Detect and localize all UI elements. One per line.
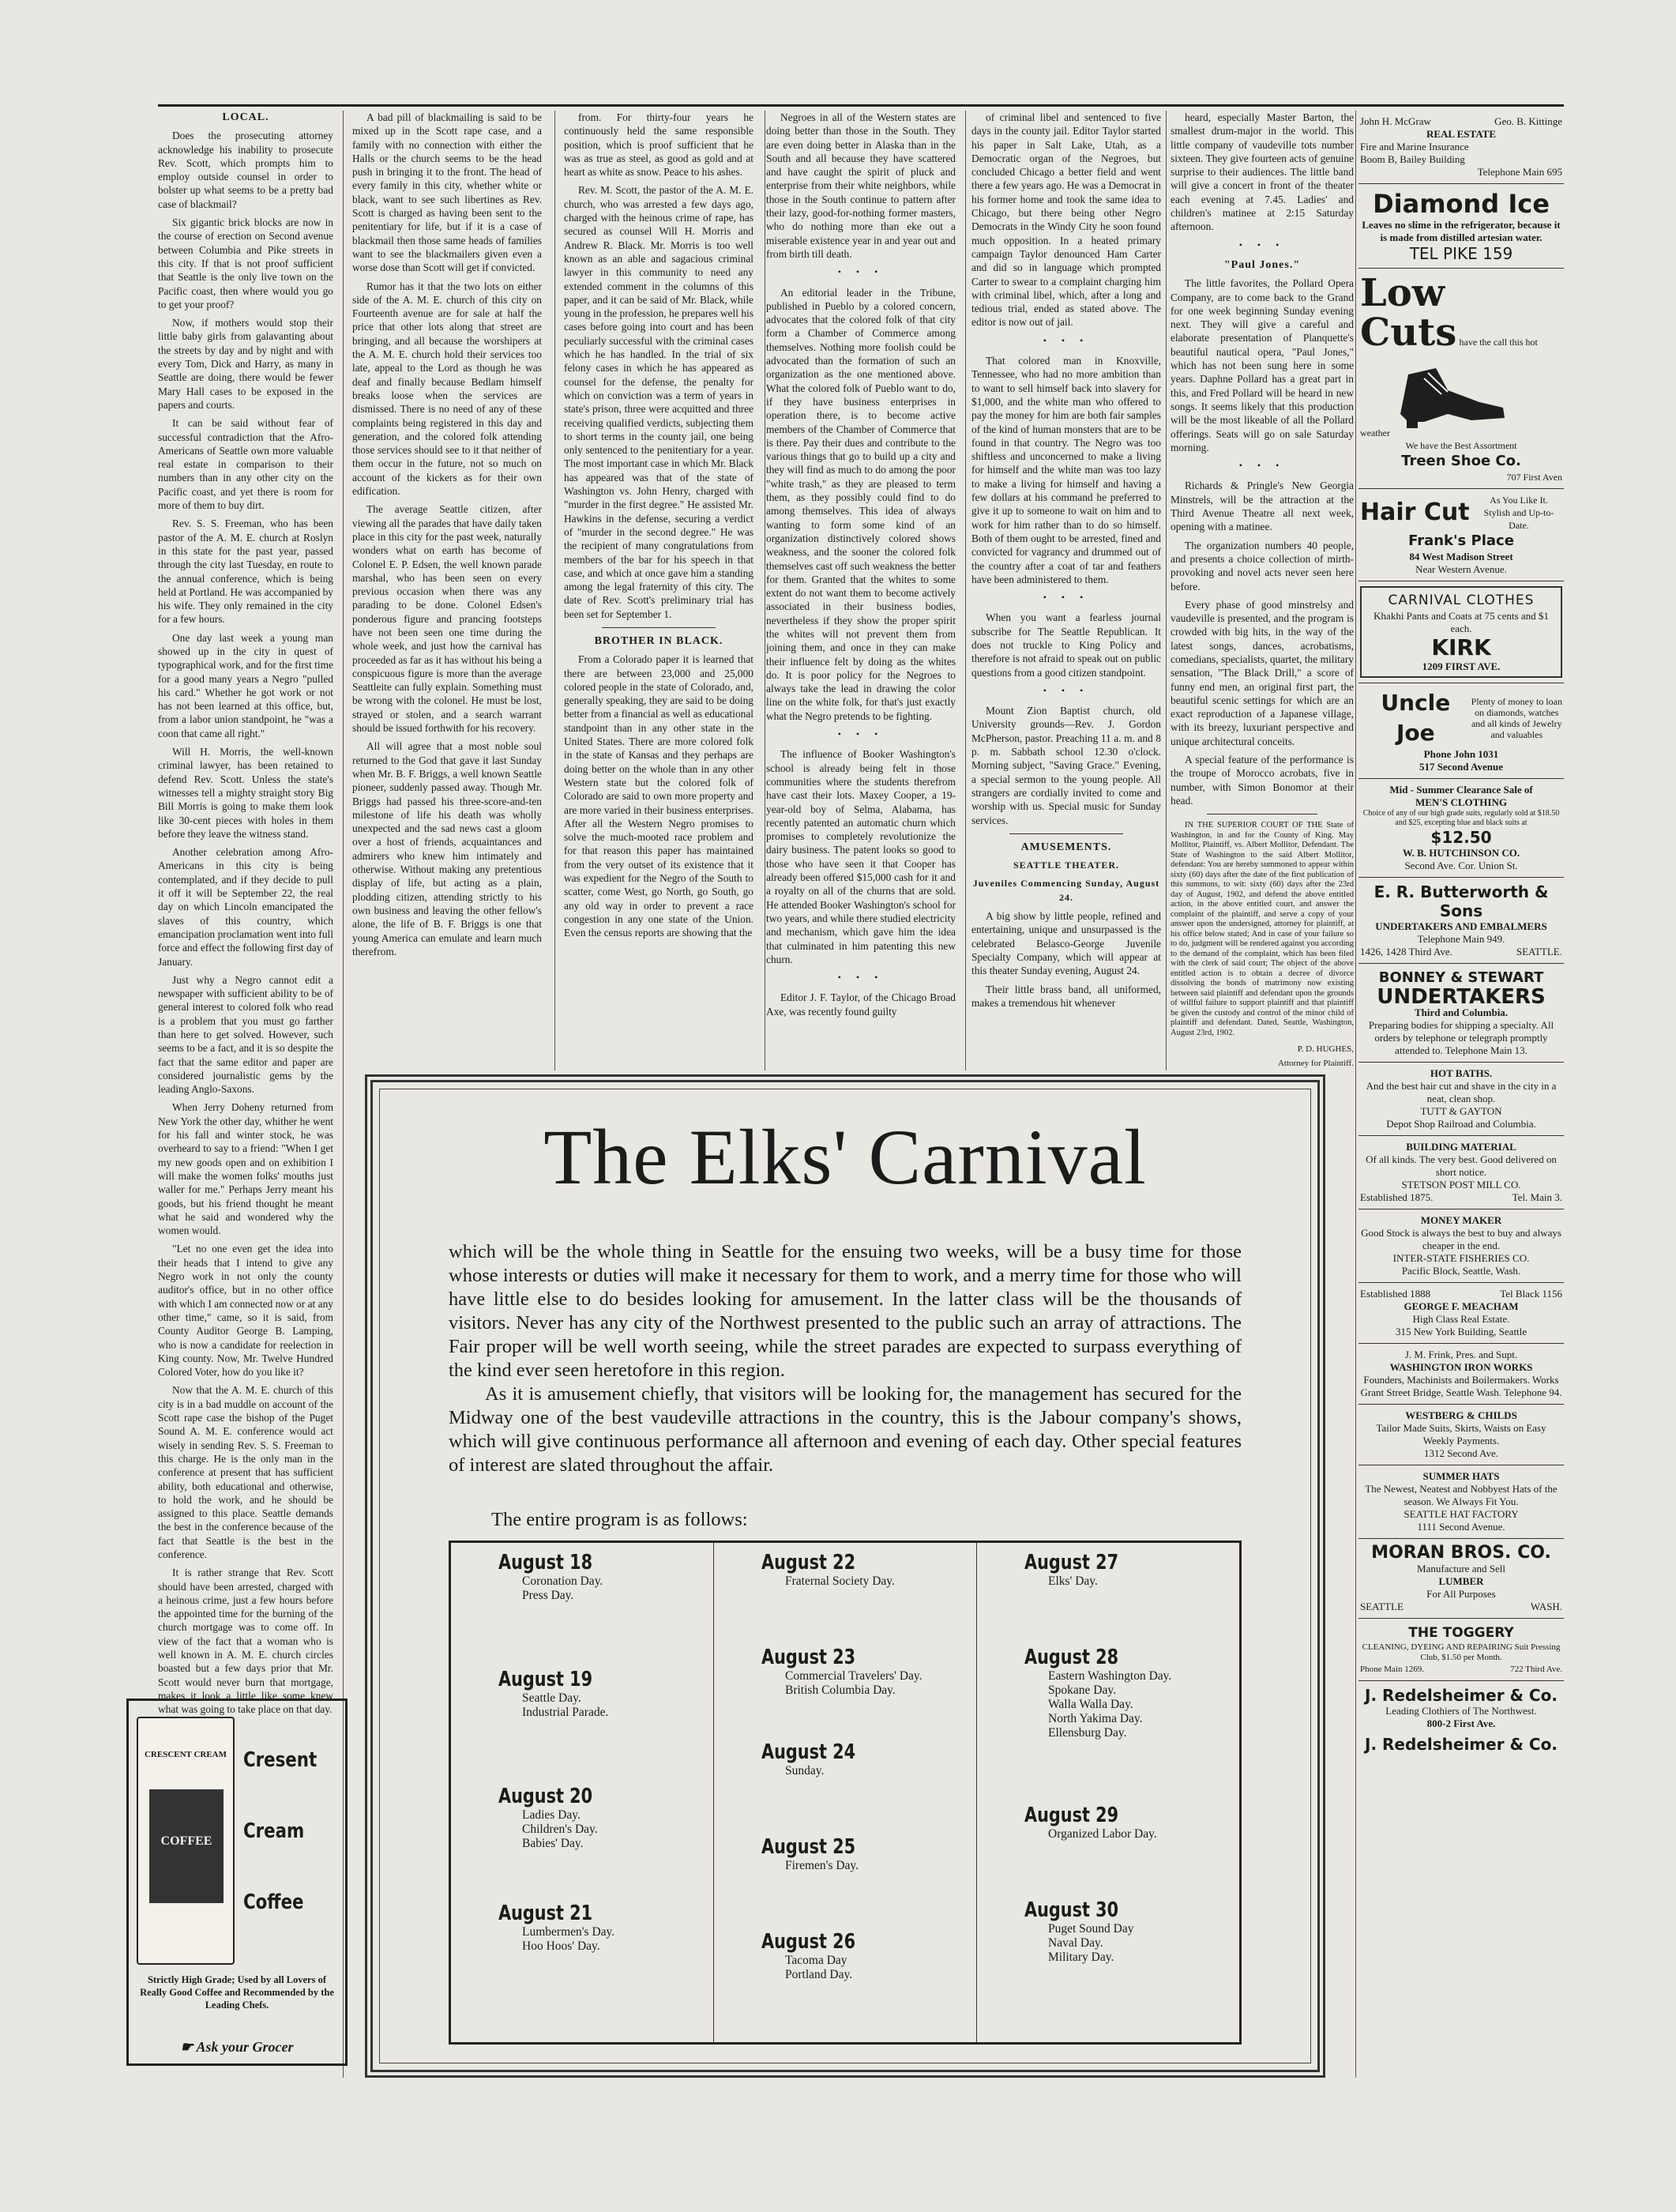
ads-column <box>1358 111 1564 1759</box>
bonney-address: Third and Columbia. <box>1414 1006 1509 1018</box>
ad-hair-cut <box>1358 489 1564 581</box>
schedule-date: August 26 <box>761 1930 856 1954</box>
schedule-day <box>498 1668 713 1785</box>
ice-title: Diamond Ice <box>1373 189 1550 219</box>
ad-moran-bros <box>1358 1539 1564 1619</box>
bonney-text: Preparing bodies for shipping a specialty. All orders by telephone or telegraph promptly attended to. Telephone Main 13. <box>1368 1019 1554 1056</box>
schedule-event: Press Day. <box>522 1589 574 1602</box>
money-title: MONEY MAKER <box>1420 1214 1502 1226</box>
schedule-event: Commercial Travelers' Day. <box>785 1669 923 1683</box>
article-paragraph: Their little brass band, all uniformed, makes a tremendous hit whenever <box>971 983 1161 1009</box>
kittinge-name: Geo. B. Kittinge <box>1494 115 1562 127</box>
article-paragraph: When you want a fearless journal subscribe for The Seattle Republican. It does not truckle to King Policy and therefore is not afraid to speak out on public questions from a good citizen standpoint. <box>971 611 1161 679</box>
butter-subtitle: UNDERTAKERS AND EMBALMERS <box>1375 920 1547 932</box>
schedule-date: August 20 <box>498 1785 593 1808</box>
article-paragraph: Editor J. F. Taylor, of the Chicago Broad Axe, was recently found guilty <box>766 991 956 1018</box>
moran-text-2: For All Purposes <box>1426 1588 1496 1600</box>
butter-title: E. R. Butterworth & Sons <box>1373 882 1549 920</box>
cuts-address: 707 First Aven <box>1506 472 1562 483</box>
redel-text: Leading Clothiers of The Northwest. <box>1385 1705 1537 1717</box>
section-separator: • • • <box>1238 239 1286 250</box>
redel-title-2: J. Redelsheimer & Co. <box>1365 1735 1558 1754</box>
column-rule <box>1355 111 1356 2078</box>
ad-redelsheimer <box>1358 1681 1564 1759</box>
schedule-date: August 21 <box>498 1902 593 1925</box>
amusements-heading: AMUSEMENTS. <box>1020 841 1112 853</box>
ad-building-material <box>1358 1136 1564 1209</box>
divider <box>1009 833 1123 834</box>
schedule-day <box>761 1551 976 1646</box>
schedule-day <box>1024 1646 1239 1804</box>
money-text: Good Stock is always the best to buy and always cheaper in the end. <box>1361 1227 1561 1251</box>
article-paragraph: It can be said without fear of successful contradiction that the Afro-Americans of Seattle own more valuable real estate in comparison to their numbers than in any other city on the Pacific coast, and yet there is room for more of them to buy dirt. <box>158 417 333 512</box>
bonney-title-1: BONNEY & STEWART <box>1378 969 1544 986</box>
schedule-date: August 19 <box>498 1668 593 1691</box>
column-rule <box>1166 111 1167 1070</box>
west-address: 1312 Second Ave. <box>1424 1447 1498 1459</box>
coffee-word-1: Cresent <box>243 1748 318 1772</box>
coffee-word-3: Coffee <box>243 1890 304 1914</box>
schedule-event: Walla Walla Day. <box>1048 1698 1133 1711</box>
ad-kirk-carnival-clothes <box>1358 581 1564 683</box>
article-paragraph: That colored man in Knoxville, Tennessee, who had no more ambition than to want to sell himself back into slavery for $1,000, and the white man who offered to pay the money for him are both fair samples of the kind of human monsters that are to be found in that country. The Negro was too shiftless and unconcerned to make a living for himself and the white man was too lazy to make a living for himself and having a few dollars at his command he preferred to give it up to someone to wait on him and to work for him rather than to do so himself. Both of them ought to be arrested, fined and convicted for vagrancy and drummed out of the country after a coat of tar and feathers have been administered to them. <box>971 355 1161 585</box>
paul-jones-heading: "Paul Jones." <box>1223 258 1301 271</box>
ad-westberg-childs <box>1358 1405 1564 1465</box>
iron-president: J. M. Frink, Pres. and Supt. <box>1404 1349 1518 1360</box>
article-paragraph: A bad pill of blackmailing is said to be mixed up in the Scott rape case, and a family with no connection with either the Halls or the church seems to be the head push in bringing it to the front. The head of every family in this city, whether white or black, want to see such libertines as Rev. Scott is charged as having been sent to the penitentiary for life, but if it is a case of blackmail then those same heads of families want to see the blackmailers given even a worse dose than Scott will get if convicted. <box>352 111 542 274</box>
column-rule <box>554 111 555 1070</box>
schedule-column <box>714 1543 977 2042</box>
moran-title: MORAN BROS. CO. <box>1371 1543 1551 1563</box>
schedule-event: British Columbia Day. <box>785 1683 896 1697</box>
article-paragraph: Rev. M. Scott, the pastor of the A. M. E. church, who was arrested a few days ago, charged with the heinous crime of rape, has secured as counsel Will H. Morris and Andrew R. Black. Mr. Morris is too well known as an able and sagacious criminal lawyer in this community to need any extended comment in the columns of this paper, and it can be said of Mr. Black, while young in the profession, he prepares well his cases before going into court and has been peculiarly successful with the criminal cases which he has handled. In the trial of six felony cases in which he has appeared as counsel for the defense, the penalty for which on conviction was a term of years in state's prison, three were acquitted and three receiving qualified verdicts, subjecting them to short terms in the county jail, one being only sentenced to the penitentiary for a year. The most important case in which Mr. Black has appeared was that of the state of Washington vs. John Henry, charged with "murder in the first degree." He assisted Mr. Hawkins in the defense, securing a verdict of "murder in the second degree." He was the recipient of many congratulations from members of the bar for his speech in that case, and which at once gave him a standing among the legal fraternity of this city. The date of Rev. Scott's preliminary trial has been set for September 1. <box>564 184 753 620</box>
column-4 <box>766 111 956 1070</box>
build-text: Of all kinds. The very best. Good delivered on short notice. <box>1366 1153 1557 1178</box>
schedule-event: Elks' Day. <box>1048 1574 1098 1588</box>
baths-title: HOT BATHS. <box>1430 1067 1493 1079</box>
west-name: WESTBERG & CHILDS <box>1405 1409 1517 1421</box>
kirk-title: CARNIVAL CLOTHES <box>1388 592 1535 608</box>
schedule-column <box>977 1543 1239 2042</box>
togg-phone: Phone Main 1269. <box>1360 1665 1424 1674</box>
schedule-event: Babies' Day. <box>522 1837 584 1850</box>
schedule-day <box>1024 1804 1239 1898</box>
schedule-date: August 18 <box>498 1551 593 1574</box>
mcgraw-phone: Telephone Main 695 <box>1477 166 1562 178</box>
butter-address: 1426, 1428 Third Ave. <box>1360 946 1452 957</box>
schedule-date: August 24 <box>761 1740 856 1764</box>
hutch-name: W. B. HUTCHINSON CO. <box>1402 847 1520 859</box>
column-2 <box>352 111 542 1070</box>
hair-title: Hair Cut <box>1360 498 1470 526</box>
article-paragraph: Six gigantic brick blocks are now in the course of erection on Second avenue between Columbia and Pike streets in this city. If that is not proof sufficient that Seattle is the only live town on the Pacific coast, then where would you go to get your proof? <box>158 216 333 310</box>
section-separator: • • • <box>1238 460 1286 472</box>
article-paragraph: Now, if mothers would stop their little baby girls from galavanting about the streets by day and by night and with every Tom, Dick and Harry, as many in Seattle are doing, there would be fewer Mary Hall cases to be exposed in the papers and courts. <box>158 317 333 411</box>
ad-bonney-stewart <box>1358 964 1564 1063</box>
schedule-event: Lumbermen's Day. <box>522 1925 615 1939</box>
schedule-event: Ellensburg Day. <box>1048 1726 1127 1740</box>
top-rule <box>158 104 1564 107</box>
carnival-body <box>449 1240 1242 1477</box>
can-top-text: CRESCENT CREAM <box>144 1750 227 1759</box>
shoe-icon <box>1392 359 1511 430</box>
pointing-hand-icon: ☛ <box>180 2039 197 2055</box>
article-paragraph: The organization numbers 40 people, and presents a choice collection of mirth-provoking and novel acts never seen here before. <box>1171 539 1354 592</box>
carnival-schedule <box>449 1540 1242 2045</box>
article-paragraph: A special feature of the performance is the troupe of Morocco acrobats, five in number, with Simon Bonomor at their head. <box>1171 754 1354 807</box>
section-separator: • • • <box>837 728 885 740</box>
article-paragraph: From a Colorado paper it is learned that there are between 23,000 and 25,000 colored people in the state of Colorado, and, generally speaking, they are said to be doing better from a financial as well as educational standpoint than in any other state in the United States. There are more colored folk in the state of Kansas and they perhaps are doing better on the whole than in any other Western state but the colored folk of Colorado are said to own more property and are more varied in their business enterprises. After all the Western Negro promises to solve the much-mooted race problem and for that reason this paper has maintained from the very outset of its existence that it was expedient for the Negro of the South to scatter, come West, go North, go South, go any old way in order to prevent a race congestion in any one state of the Union. Even the census reports are showing that the <box>564 653 753 939</box>
schedule-event: Seattle Day. <box>522 1691 581 1705</box>
schedule-day <box>498 1902 713 2018</box>
carnival-paragraph-1: which will be the whole thing in Seattle for the ensuing two weeks, will be a busy time for those whose interests or duties will make it necessary for them to work, and a merry time for those who will have little else to do besides looking for amusement. In the latter class will be the thousands of visitors. Never has any city of the Northwest presented to the public such an array of attractions. The Fair proper will be well worth seeing, while the street parades are expected to surpass everything of the kind ever seen heretofore in this region. <box>449 1241 1242 1381</box>
schedule-event: Eastern Washington Day. <box>1048 1669 1172 1683</box>
article-paragraph: An editorial leader in the Tribune, published in Pueblo by a colored concern, advocates that the colored folk of that city form a Chamber of Commerce among themselves. Nothing more foolish could be advocated than the formation of such an organization as the one mentioned above. What the colored folk of Pueblo want to do, if they have business enterprises in operation there, is to become active members of the Chamber of Commerce that is there. Pay their dues and contribute to the various things that go to build up a city and they will find as much to do among the poor "white trash," as they are pleased to term them, as they possibly could find to do among themselves. This idea of always wanting to form some kind of an organization distinctively colored shows weakness, and the sooner the colored folk themselves cast off such weakness the better for them. Granted that the whites to some extent do not want them to become actively associated in their business bodies, nevertheless if they show the proper spirit the whites will not prevent them from joining them, and once in they can make their influence felt by doing as the whites do. It is poor policy for the Negroes to always take the lead in drawing the color line on the white folk, for that's just exactly what the Negro pretends to be fighting. <box>766 286 956 722</box>
schedule-event: Ladies Day. <box>522 1808 581 1822</box>
moran-text: Manufacture and Sell <box>1417 1563 1505 1574</box>
joe-title: Uncle Joe <box>1381 690 1451 746</box>
hutch-text: Choice of any of our high grade suits, regularly sold at $18.50 and $25, excepting blue and black suits at <box>1362 809 1560 827</box>
schedule-event: Puget Sound Day <box>1048 1922 1134 1936</box>
ad-mcgraw-real-estate <box>1358 111 1564 184</box>
butter-phone: Telephone Main 949. <box>1417 933 1505 945</box>
moran-lumber: LUMBER <box>1438 1575 1484 1587</box>
ice-phone: TEL PIKE 159 <box>1409 244 1513 263</box>
cuts-title-1: Low <box>1360 271 1445 315</box>
butter-city: SEATTLE. <box>1516 946 1562 957</box>
hats-address: 1111 Second Avenue. <box>1417 1521 1505 1533</box>
ad-summer-hats <box>1358 1465 1564 1539</box>
article-paragraph: All will agree that a most noble soul returned to the God that gave it last Sunday when Mr. B. F. Briggs, a well known Seattle pioneer, suddenly passed away. Though Mr. Briggs had passed his three-score-and-ten milestone of life his death was wholly unexpected and the sad news cast a gloom over a host of friends, acquaintances and admirers who knew him intimately and otherwise. Without making any pretentious display of life, but acting as a plain, plodding citizen, attending strictly to his own business and leaving the other fellow's alone, the life of B. F. Briggs is one that young America can emulate and learn much therefrom. <box>352 740 542 957</box>
brother-in-black-heading: BROTHER IN BLACK. <box>594 634 723 647</box>
schedule-date: August 30 <box>1024 1898 1119 1922</box>
baths-text: And the best hair cut and shave in the city in a neat, clean shop. <box>1366 1080 1557 1104</box>
article-paragraph: The average Seattle citizen, after viewing all the parades that have daily taken place in this city for the past week, naturally wonders what on earth has become of Colonel E. P. Edsen, the well known parade marshal, who has been seen on every previous occasion when there was any parading to be done. Colonel Edsen's ponderous figure and prancing footsteps have not been seen one time during the whole week, and just how the carnival has proceeded as far as it has without his being a conspicuous figure is more than the average Seattleite can fully explain. Something must be wrong with the colonel. He must be lost, strayed or stolen, and a search warrant should be issued forthwith for his recovery. <box>352 503 542 735</box>
section-separator: • • • <box>1043 334 1090 346</box>
baths-name: TUTT & GAYTON <box>1420 1105 1502 1117</box>
hutch-address: Second Ave. Cor. Union St. <box>1404 860 1518 871</box>
legal-notice: IN THE SUPERIOR COURT OF THE State of Washington, in and for the County of King. May Mollitor, Plaintiff, vs. Albert Mollitor, Defendant. The State of Washington to the said Albert Mollitor, defendant: You are hereby summoned to appear within sixty (60) days after the date of the first publication of this summons, to wit: sixty (60) days after the 23rd day of August, 1902, and defend the above entitled action, in the above entitled court, and answer the complaint of the plaintiff, and serve a copy of your answer upon the undersigned, attorney for plaintiff, at his office below stated; And in case of your failure so to do, judgment will be rendered against you according to the demand of the complaint, which has been filed with the clerk of said court; The object of the above entitled action is to obtain a decree of divorce dissolving the bonds of matrimony now existing between said plaintiff and defendant upon the grounds of willful failure to support plaintiff and that plaintiff be given the custody and control of the minor child of plaintiff and defendant. Dated, Seattle, Washington, August 23rd, 1902. <box>1171 821 1354 1037</box>
meach-name: GEORGE F. MEACHAM <box>1404 1300 1519 1312</box>
schedule-date: August 22 <box>761 1551 856 1574</box>
schedule-day <box>1024 1551 1239 1646</box>
schedule-day <box>761 1646 976 1740</box>
meach-address: 315 New York Building, Seattle <box>1395 1326 1528 1337</box>
redel-address: 800-2 First Ave. <box>1426 1717 1496 1729</box>
hats-name: SEATTLE HAT FACTORY <box>1404 1508 1519 1520</box>
schedule-column <box>451 1543 714 2042</box>
meach-text: High Class Real Estate. <box>1412 1313 1510 1325</box>
elks-carnival-advertisement <box>365 1074 1325 2078</box>
togg-address: 722 Third Ave. <box>1510 1665 1562 1674</box>
program-intro: The entire program is as follows: <box>491 1509 748 1530</box>
ad-uncle-joe <box>1358 683 1564 779</box>
legal-signature: P. D. HUGHES, <box>1297 1044 1354 1055</box>
togg-title: THE TOGGERY <box>1408 1625 1514 1641</box>
grocer-text: Ask your Grocer <box>196 2039 294 2055</box>
moran-city: SEATTLE <box>1360 1601 1404 1612</box>
schedule-event: Children's Day. <box>522 1823 598 1836</box>
schedule-date: August 23 <box>761 1646 856 1669</box>
coffee-advertisement <box>126 1698 348 2066</box>
build-established: Established 1875. <box>1360 1191 1434 1203</box>
article-paragraph: Rev. S. S. Freeman, who has been pastor of the A. M. E. church at Roslyn in this state for the past year, passed through the city last Tuesday, en route to the annual conference, which is being held at Portland. He was accompanied by his wife. They only remained in the city for a few hours. <box>158 517 333 626</box>
schedule-event: Firemen's Day. <box>785 1859 859 1872</box>
money-name: INTER-STATE FISHERIES CO. <box>1392 1252 1530 1264</box>
kirk-text: Khakhi Pants and Coats at 75 cents and $1 each. <box>1373 610 1549 634</box>
column-3 <box>564 111 753 1070</box>
hair-address-2: Near Western Avenue. <box>1415 563 1507 575</box>
article-paragraph: It is rather strange that Rev. Scott should have been arrested, charged with a heinous crime, just a few hours before the appointed time for the burning of the church mortgage was to come off. In view of the fact that a woman who is well known in A. M. E. church circles boasted but a few days prior that Mr. Scott would never burn that mortgage, makes it look a little like some knew what was going to take place on that day. <box>158 1567 333 1716</box>
build-name: STETSON POST MILL CO. <box>1401 1179 1521 1191</box>
article-paragraph: When Jerry Doheny returned from New York the other day, whither he went for his fall and winter stock, he was overheard to say to a friend: "When I get my new goods open and on exhibition I will make the women folks' mouths just waller for me." Perhaps Jerry meant his goods, but his friend thought he meant what he said and wondered why the women would. <box>158 1101 333 1237</box>
redel-title: J. Redelsheimer & Co. <box>1365 1686 1558 1705</box>
juveniles-heading: Juveniles Commencing Sunday, August 24. <box>972 878 1160 903</box>
can-label <box>149 1789 224 1903</box>
coffee-caption: Strictly High Grade; Used by all Lovers of Really Good Coffee and Recommended by the Leading Chefs. <box>140 1974 334 2011</box>
ice-text: Leaves no slime in the refrigerator, because it is made from distilled artesian water. <box>1362 219 1561 243</box>
schedule-date: August 25 <box>761 1835 856 1859</box>
article-paragraph: Richards & Pringle's New Georgia Minstrels, will be the attraction at the Third Avenue Theatre all next week, opening with a matinee. <box>1171 480 1354 533</box>
schedule-event: Industrial Parade. <box>522 1706 609 1719</box>
ad-low-cuts <box>1358 269 1564 489</box>
article-paragraph: The little favorites, the Pollard Opera Company, are to come back to the Grand for one week beginning Sunday evening next. They will give a careful and elaborate presentation of Planquette's beautiful nautical opera, "Paul Jones," which has not been sung here in some years. Daphne Pollard has a great part in this, and Fred Pollard will be heard in new songs. It seems likely that this production will be the most likeable of all the Pollard offerings. Seats will go on sale Saturday morning. <box>1171 277 1354 453</box>
article-paragraph: Rumor has it that the two lots on either side of the A. M. E. church of this city on Fourteenth avenue are for sale at half the price that other lots along that street are bringing, and all because the worshipers at the A. M. E. church hold their services too late, appeal to the Lord as though he was deaf and finally because Bedlam himself breaks loose when the services are dismissed. There is no need of any of these complaints being registered in this day and generation, and the colored folk attending those services should see to it that neither of them occur in the future, not so much on account of the kickers as for their own edification. <box>352 280 542 498</box>
ad-meacham <box>1358 1283 1564 1344</box>
kirk-address: 1209 FIRST AVE. <box>1422 660 1501 672</box>
togg-text: CLEANING, DYEING AND REPAIRING Suit Pressing Club, $1.50 per Month. <box>1362 1642 1561 1662</box>
ad-toggery <box>1358 1619 1564 1681</box>
schedule-event: North Yakima Day. <box>1048 1712 1143 1725</box>
moran-state: WASH. <box>1530 1601 1562 1612</box>
hats-text: The Newest, Neatest and Nobbyest Hats of the season. We Always Fit You. <box>1365 1483 1558 1507</box>
schedule-date: August 27 <box>1024 1551 1119 1574</box>
schedule-event: Sunday. <box>785 1764 825 1778</box>
article-paragraph: of criminal libel and sentenced to five days in the county jail. Editor Taylor started his paper in Salt Lake, Utah, as a Democratic organ of the Negroes, but concluded Chicago a better field and went there a few years ago. He was a Democrat in his former home and took the same idea to Chicago, but there being other Negro Democrats in the Windy City he soon found much opposition. In a heated primary campaign Taylor denounced Ham Carter and did so in language which prompted Carter to swear to a complaint charging him with criminal libel, which, after a long and tedious trial, ended as stated above. The editor is now out of jail. <box>971 111 1161 329</box>
build-title: BUILDING MATERIAL <box>1406 1141 1516 1153</box>
section-separator: • • • <box>1043 592 1090 604</box>
article-paragraph: Now that the A. M. E. church of this city is in a bad muddle on account of the Scott rape case the bishop of the Puget Sound A. M. E. conference would act wisely in sending Rev. S. S. Freeman to this charge. He is the only man in the conference at present that has sufficient ability, both educational and otherwise, to hold the work, and he should be assigned to this place. Seattle demands the best in the conference because of the fact that Seattle is the best in the conference. <box>158 1384 333 1560</box>
hutch-title-2: MEN'S CLOTHING <box>1415 796 1507 808</box>
coffee-word-2: Cream <box>243 1819 305 1843</box>
build-phone: Tel. Main 3. <box>1512 1191 1562 1203</box>
article-paragraph: Another celebration among Afro-Americans in this city is being contemplated, and if they decide to pull it off it will be September 22, the real day on which Lincoln emancipated the slaves of this country, which emancipation proclamation went into full force and effect the following first day of January. <box>158 846 333 968</box>
ad-hot-baths <box>1358 1063 1564 1136</box>
cuts-store: Treen Shoe Co. <box>1401 453 1521 469</box>
ad-butterworth <box>1358 878 1564 964</box>
mcgraw-line1: Fire and Marine Insurance <box>1360 141 1469 152</box>
hutch-price: $12.50 <box>1430 828 1492 847</box>
section-separator: • • • <box>1043 684 1090 696</box>
mcgraw-title: REAL ESTATE <box>1426 128 1497 140</box>
article-paragraph: The influence of Booker Washington's school is already being felt in those communities where the students therefrom have cast their lots. Maxey Cooper, a 19-year-old boy of Selma, Alabama, has recently patented an automatic churn which promises to completely revolutionize the dairy business. The patent looks so good to those who have seen it that Cooper has already been offered $15,000 cash for it and a royalty on all of the churns that are sold. He attended Booker Washington's school for two years, and while there studied electricity and mechanism, which gave him the idea that culminated in him patenting this new churn. <box>766 748 956 965</box>
article-paragraph: Every phase of good minstrelsy and vaudeville is presented, and the program is crowded with big hits, in the way of the latest songs, dances, acrobatisms, comedians, specialists, quartet, the military sensation, "The Black Drill," a score of funny end men, an original first part, the beautiful scenic settings for which are an exact reproduction of a Japanese village, with its breezy, luxuriant perspective and unique architectural conceits. <box>1171 598 1354 747</box>
article-paragraph: "Let no one even get the idea into their heads that I intend to give any Negro work in not only the county auditor's office, but in no other office with which I am connected now or at any other time," came, so it is said, from County Auditor George B. Lamping, who is now a candidate for reelection in King county. Now, Mr. Twelve Hundred Colored Voter, how do you like it? <box>158 1243 333 1379</box>
coffee-can-image <box>137 1717 235 1965</box>
schedule-event: Coronation Day. <box>522 1574 603 1588</box>
meach-phone: Tel Black 1156 <box>1500 1288 1562 1300</box>
article-paragraph: One day last week a young man showed up in the city in quest of typographical work, and for the first time for a good many years a Negro "pulled his card." Whether he got work or not has not been learned at this office, but, from a labor union standpoint, he "was a coon that came all right." <box>158 631 333 739</box>
can-label-text: COFFEE <box>160 1834 212 1848</box>
iron-text: Founders, Machinists and Boilermakers. Works Grant Street Bridge, Seattle Wash. Telephone 94. <box>1360 1374 1562 1398</box>
schedule-date: August 28 <box>1024 1646 1119 1669</box>
seattle-theater-heading: SEATTLE THEATER. <box>1013 860 1120 871</box>
baths-address: Depot Shop Railroad and Columbia. <box>1386 1118 1536 1130</box>
legal-signature-title: Attorney for Plaintiff. <box>1277 1058 1354 1068</box>
column-rule <box>965 111 966 1070</box>
schedule-day <box>761 1740 976 1835</box>
schedule-day <box>498 1551 713 1668</box>
divider <box>602 627 716 628</box>
hair-address-1: 84 West Madison Street <box>1409 551 1513 562</box>
hats-title: SUMMER HATS <box>1422 1470 1500 1482</box>
joe-phone: Phone John 1031 <box>1423 748 1499 760</box>
schedule-day <box>761 1930 976 2025</box>
iron-name: WASHINGTON IRON WORKS <box>1389 1361 1533 1373</box>
ad-washington-iron-works <box>1358 1344 1564 1405</box>
cuts-text: We have the Best Assortment <box>1405 440 1517 451</box>
schedule-event: Military Day. <box>1048 1951 1114 1964</box>
schedule-event: Hoo Hoos' Day. <box>522 1939 600 1953</box>
ad-hutchinson <box>1358 779 1564 878</box>
column-5 <box>971 111 1161 1070</box>
hair-tagline: As You Like It. Stylish and Up-to-Date. <box>1483 495 1554 531</box>
article-paragraph: from. For thirty-four years he continuously held the same responsible position, which is proof sufficient that he was as true as steel, as good as gold and at heart as white as snow. Peace to his ashes. <box>564 111 753 179</box>
money-address: Pacific Block, Seattle, Wash. <box>1401 1265 1521 1277</box>
article-paragraph: heard, especially Master Barton, the smallest drum-major in the world. This little company of vaudeville tots number sixteen. They give fourteen acts of genuine surprise to their audiences. The little band will give a concert in front of the theater each evening at 7.45. Ladies' and children's matinee at 2:15 Saturday afternoon. <box>1171 111 1354 233</box>
carnival-title: The Elks' Carnival <box>543 1113 1147 1201</box>
meach-established: Established 1888 <box>1360 1288 1431 1300</box>
article-paragraph: Mount Zion Baptist church, old University grounds—Rev. J. Gordon McPherson, pastor. Preaching 11 a. m. and 8 p. m. Sabbath school 12.30 o'clock. Morning subject, "Saving Grace." Evening, a special sermon to the young people. All strangers are cordially invited to come and worship with us. Special music for Sunday services. <box>971 705 1161 826</box>
carnival-paragraph-2: As it is amusement chiefly, that visitors will be looking for, the management has secured for the Midway one of the best vaudeville attractions in the country, this is the Jabour company's shows, which will give continuous performance all afternoon and evening of each day. Other special features of interest are slated throughout the affair. <box>449 1383 1242 1476</box>
hutch-title: Mid - Summer Clearance Sale of <box>1389 784 1533 796</box>
article-paragraph: A big show by little people, refined and entertaining, unique and unsurpassed is the celebrated Belasco-George Juvenile Specialty Company, which will appear at this theater Sunday evening, August 24. <box>971 910 1161 977</box>
coffee-grocer-line <box>137 2039 337 2056</box>
schedule-event: Tacoma Day <box>785 1954 847 1967</box>
mcgraw-line2: Boom B, Bailey Building <box>1360 153 1465 165</box>
schedule-event: Organized Labor Day. <box>1048 1827 1157 1841</box>
schedule-event: Spokane Day. <box>1048 1683 1116 1697</box>
section-separator: • • • <box>837 266 885 278</box>
article-paragraph: Just why a Negro cannot edit a newspaper with sufficient ability to be of general interest to colored folk who read is a problem that you must go farther than here to get solved. However, such seems to be a fact, and it is so despite the fact that the same editor and paper are considered journalistic gems by the leading Anglo-Saxons. <box>158 973 333 1096</box>
west-text: Tailor Made Suits, Skirts, Waists on Easy Weekly Payments. <box>1376 1422 1546 1446</box>
ad-money-maker <box>1358 1209 1564 1283</box>
local-heading: LOCAL. <box>222 111 269 123</box>
schedule-day <box>498 1785 713 1902</box>
hair-store: Frank's Place <box>1408 532 1514 549</box>
kirk-name: KIRK <box>1431 634 1491 660</box>
section-separator: • • • <box>837 972 885 984</box>
article-paragraph: Negroes in all of the Western states are doing better than those in the South. They are even doing better in Alaska than in the South and all because they have scattered and have caught the spirit of pluck and enterprise from their white neighbors, while those in the South continue to pattern after their lazy, good-for-nothing former masters, who do nothing more than eke out a miserable existence year in and year out and from birth till death. <box>766 111 956 260</box>
schedule-date: August 29 <box>1024 1804 1119 1827</box>
bonney-title-2: UNDERTAKERS <box>1377 985 1546 1009</box>
article-paragraph: Does the prosecuting attorney acknowledge his inability to prosecute Rev. Scott, which prompts him to employ outside counsel in order to bolster up what seems to be a pretty bad case of blackmail? <box>158 130 333 210</box>
schedule-day <box>1024 1898 1239 1993</box>
ad-diamond-ice <box>1358 184 1564 269</box>
schedule-event: Portland Day. <box>785 1968 853 1981</box>
column-6 <box>1171 111 1354 1070</box>
mcgraw-name: John H. McGraw <box>1360 115 1431 127</box>
article-paragraph: Will H. Morris, the well-known criminal lawyer, has been retained to defend Rev. Scott. Unless the state's witnesses tell a mighty straight story Big Bill Morris is going to make them look like 30-cent pieces with holes in them before they leave the witness stand. <box>158 746 333 840</box>
schedule-event: Fraternal Society Day. <box>785 1574 895 1588</box>
cuts-tagline: have the call this hot weather <box>1360 337 1538 438</box>
schedule-day <box>761 1835 976 1930</box>
cuts-title-2: Cuts <box>1360 310 1457 355</box>
joe-text: Plenty of money to loan on diamonds, watches and all kinds of Jewelry and valuables <box>1471 696 1562 740</box>
joe-address: 517 Second Avenue <box>1419 761 1503 773</box>
schedule-event: Naval Day. <box>1048 1936 1103 1950</box>
